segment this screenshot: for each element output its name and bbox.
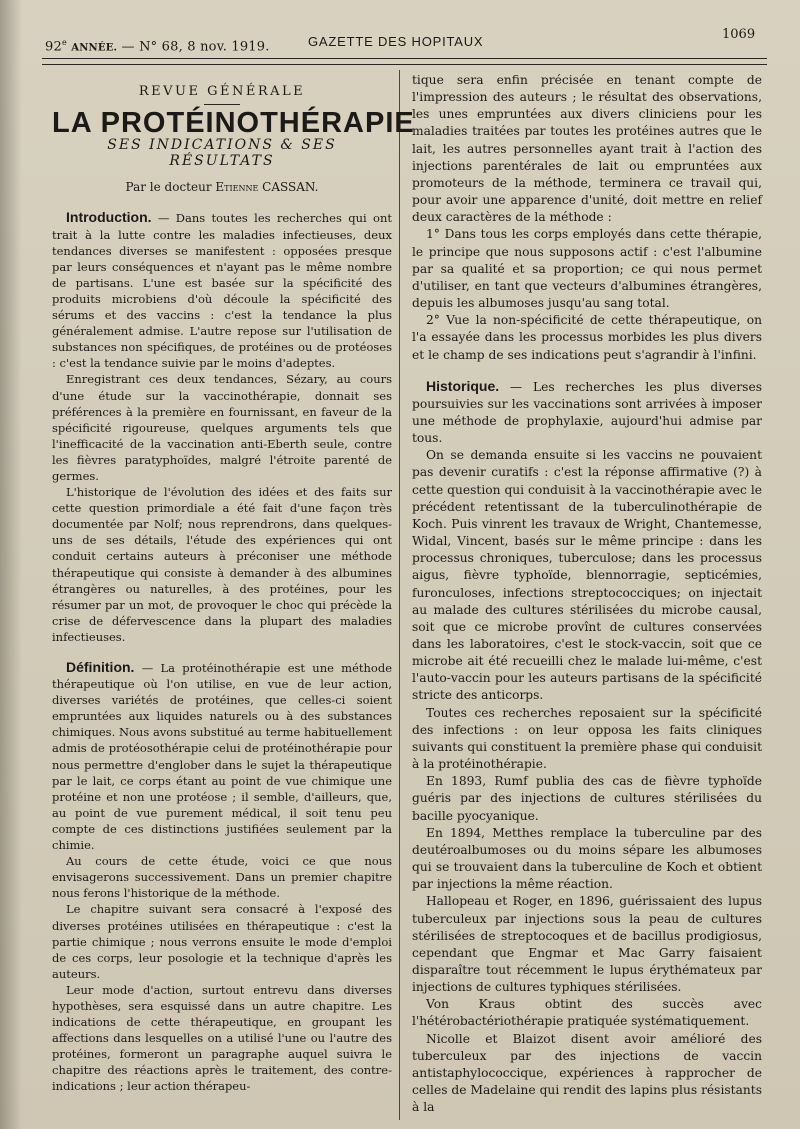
- body-paragraph: Le chapitre suivant sera consacré à l'exposé des diverses protéines utilisées en thérapeutique : c'est la partie chimique ; nous verrons ensuite le mode d'emploi de ces corps, leur posologie et la technique d'après les auteurs.: [52, 902, 392, 981]
- history-text: — Les recherches les plus diverses poursuivies sur les vaccinations sont arrivées à imposer une méthode de prophylaxie, aujourd'hui admise par tous.: [412, 379, 762, 446]
- intro-text: — Dans toutes les recherches qui ont trait à la lutte contre les maladies infectieuses, deux tendances diverses se manifestent : opposées presque par leurs conséquences et n'ayant pas le même nombre de partisans. L'une est basée sur la spécificité des produits microbiens d'où découle la spécificité des sérums et des vaccins : c'est la tendance la plus généralement admise. L'autre repose sur l'utilisation de substances non spécifiques, de protéines ou de protéoses : c'est la tendance suivie par le moins d'adeptes.: [52, 211, 392, 371]
- body-paragraph: Au cours de cette étude, voici ce que nous envisagerons successivement. Dans un premier chapitre nous ferons l'historique de la méthode.: [52, 854, 392, 901]
- article-subtitle: SES INDICATIONS & SES RÉSULTATS: [107, 137, 337, 170]
- header-rule: [42, 58, 767, 59]
- body-paragraph: tique sera enfin précisée en tenant compte de l'impression des auteurs ; le résultat des observations, les unes empruntées aux divers cliniciens pour les maladies traitées par toutes les protéines autres que le lait, les autres personnelles ayant trait à l'action des injections parentérales de lait ou empruntées aux promoteurs de la méthode, terminera ce travail qui, pour avoir une apparence d'unité, doit mettre en relief deux caractères de la méthode :: [412, 73, 762, 225]
- body-paragraph: En 1893, Rumf publia des cas de fièvre typhoïde guéris par des injections de cultures stérilisées du bacille pyocyanique.: [412, 774, 762, 823]
- body-paragraph: Hallopeau et Roger, en 1896, guérissaient des lupus tuberculeux par injections sous la peau de cultures stérilisées de streptocoques et de bacillus prodigiosus, cependant que Engmar et Mac Garry faisaient disparaître tout récemment le lupus érythémateux par injections de cultures typhiques stérilisées.: [412, 894, 762, 995]
- page-number: 1069: [722, 27, 756, 42]
- right-column: [412, 72, 762, 1116]
- journal-name: GAZETTE DES HOPITAUX: [308, 34, 484, 49]
- definition-heading: Définition.: [66, 659, 135, 675]
- intro-paragraph: [52, 209, 392, 371]
- issue-info: [45, 38, 270, 54]
- body-paragraph: Leur mode d'action, surtout entrevu dans diverses hypothèses, sera esquissé dans un autre chapitre. Les indications de cette thérapeutique, en groupant les affections dans lesquelles on a utilisé l'une ou l'autre des protéines, formeront un paragraphe auquel suivra le chapitre des réactions après le traitement, des contre-indications ; leur action thérapeu-: [52, 982, 392, 1094]
- left-column: [52, 74, 415, 1095]
- issue-year: 92: [45, 39, 62, 55]
- article-title: LA PROTÉINOTHÉRAPIE: [52, 107, 415, 140]
- binding-shadow: [0, 0, 22, 1129]
- body-paragraph: 1° Dans tous les corps employés dans cette thérapie, le principe que nous supposons actif : c'est l'albumine par sa qualité et sa proportion; ce qui nous permet d'utiliser, en tant que vecteurs d'albumines étrangères, depuis les albumoses jusqu'au sang total.: [412, 227, 762, 311]
- author-line: [52, 179, 392, 195]
- author-last-name: CASSAN.: [262, 180, 319, 195]
- body-paragraph: Von Kraus obtint des succès avec l'hétérobactériothérapie pratiquée systématiquement.: [412, 997, 762, 1029]
- author-first-name: Etienne: [215, 180, 259, 195]
- section-kicker: REVUE GÉNÉRALE: [138, 84, 306, 99]
- history-heading: Historique.: [426, 377, 500, 394]
- definition-paragraph: [52, 659, 392, 853]
- author-prefix: Par le docteur: [125, 180, 212, 195]
- kicker-rule: [204, 104, 240, 105]
- issue-number-date: — N° 68, 8 nov. 1919.: [121, 39, 270, 55]
- history-paragraph: [412, 378, 762, 448]
- intro-heading: Introduction.: [66, 209, 152, 226]
- body-paragraph: En 1894, Metthes remplace la tuberculine par des deutéroalbumoses ou du moins sépare les albumoses qui se trouvaient dans la tuberculine de Koch et obtient par injections la même réaction.: [412, 825, 762, 892]
- body-paragraph: 2° Vue la non-spécificité de cette thérapeutique, on l'a essayée dans les processus morbides les plus divers et le champ de ses indications peut s'agrandir à l'infini.: [412, 313, 762, 362]
- body-paragraph: Enregistrant ces deux tendances, Sézary, au cours d'une étude sur la vaccinothérapie, donnait ses préférences à la première en fournissant, en faveur de la spécificité rigoureuse, quelques arguments tels que l'inefficacité de la vaccination anti-Eberth seule, contre les fièvres paratyphoïdes, malgré l'étroite parenté de germes.: [52, 372, 392, 483]
- body-paragraph: Nicolle et Blaizot disent avoir amélioré des tuberculeux par des injections de vaccin antistaphylococcique, expériences à rapprocher de celles de Madelaine qui rendit des lapins plus résistants à la: [412, 1031, 762, 1115]
- body-paragraph: On se demanda ensuite si les vaccins ne pouvaient pas devenir curatifs : c'est la réponse affirmative (?) à cette question qui conduisit à la vaccinothérapie avec le précédent retentissant de la tuberculinothérapie de Koch. Puis vinrent les travaux de Wright, Chantemesse, Widal, Vincent, basés sur le même principe : dans les processus chroniques, tuberculose; dans les processus aigus, fièvre typhoïde, blennorragie, septicémies, furonculoses, infections streptococciques; on injectait au malade des cultures stérilisées du microbe causal, soit que ce microbe provînt de cultures conservées dans les laboratoires, c'est le stock-vaccin, soit que ce microbe ait été recueilli chez le malade lui-même, c'est l'auto-vaccin pour les auteurs partisans de la spécificité stricte des anticorps.: [412, 448, 762, 703]
- definition-text: — La protéinothérapie est une méthode thérapeutique où l'on utilise, en vue de leur action, diverses variétés de protéines, que celles-ci soient empruntées aux liquides naturels ou à des substances chimiques. Nous avons substitué au terme habituellement admis de protéosothérapie celui de protéinothérapie pour nous permettre d'englober dans le sujet la thérapeutique par le lait, ce corps étant au point de vue chimique une protéine et non une protéose ; il semble, d'ailleurs, que, au point de vue purement médical, il soit tenu peu compte de ces distinctions justifiées seulement par la chimie.: [52, 661, 392, 853]
- header-rule-double: [42, 64, 767, 65]
- body-paragraph: Toutes ces recherches reposaient sur la spécificité des infections : on leur opposa les faits cliniques suivants qui constituent la première phase qui conduisit à la protéinothérapie.: [412, 705, 762, 772]
- issue-year-suffix: e: [61, 38, 67, 47]
- body-paragraph: L'historique de l'évolution des idées et des faits sur cette question primordiale a été fait d'une façon très documentée par Nolf; nous reprendrons, dans quelques-uns de ses détails, l'étude des expériences qui ont conduit certains auteurs à préconiser une méthode thérapeutique qui consiste à demander à des albumines étrangères ou naturelles, à des protéines, pour les résumer par un mot, de provoquer le choc qui précède la crise de défervescence dans la plupart des maladies infectieuses.: [52, 485, 392, 644]
- issue-year-word: ANNÉE.: [71, 42, 118, 54]
- column-divider: [399, 70, 400, 1120]
